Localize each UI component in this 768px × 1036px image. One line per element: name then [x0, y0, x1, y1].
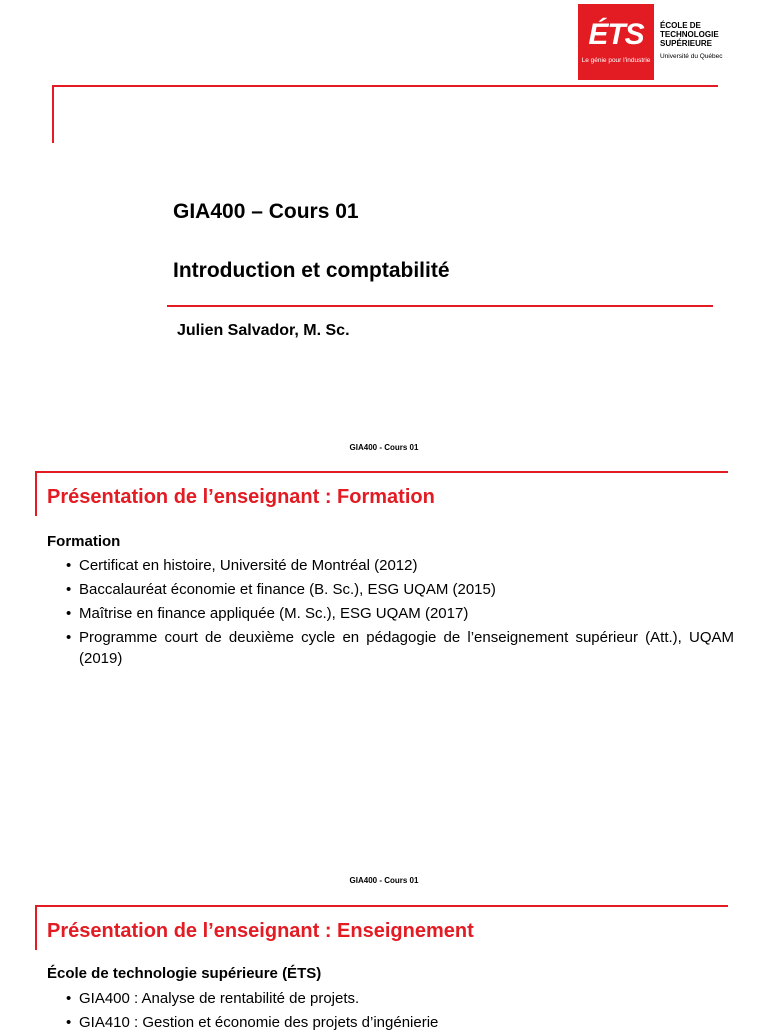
title-divider [167, 305, 713, 307]
bullet-item: • Programme court de deuxième cycle en pédagogie de l’enseignement supérieur (Att.), UQAM (2019) [66, 627, 734, 669]
bullet-item: • Maîtrise en finance appliquée (M. Sc.), ESG UQAM (2017) [66, 603, 734, 624]
ets-logo [578, 4, 654, 80]
formation-slide [0, 460, 768, 894]
bullet-item: • Certificat en histoire, Université de Montréal (2012) [66, 555, 734, 576]
header-top-rule [35, 471, 728, 473]
section-label: École de technologie supérieure (ÉTS) [47, 965, 322, 982]
course-code: GIA400 – Cours 01 [173, 200, 359, 223]
bullet-item: • Baccalauréat économie et finance (B. Sc.), ESG UQAM (2015) [66, 579, 734, 600]
section-label: Formation [47, 533, 121, 550]
header-top-rule [35, 905, 728, 907]
frame-left-rule [52, 85, 54, 143]
slide-heading: Présentation de l’enseignant : Enseignement [47, 920, 474, 942]
enseignement-slide [0, 894, 768, 1031]
bullet-list [66, 988, 734, 1036]
school-name [660, 21, 760, 48]
slide-heading: Présentation de l’enseignant : Formation [47, 486, 435, 508]
school-name-line: SUPÉRIEURE [660, 39, 713, 48]
ets-logo-tagline: Le génie pour l'industrie [581, 57, 651, 64]
slide-footer: GIA400 - Cours 01 [349, 443, 419, 452]
bullet-item: • GIA410 : Gestion et économie des projets d’ingénierie [66, 1012, 734, 1033]
slide-footer: GIA400 - Cours 01 [349, 876, 419, 885]
title-slide [0, 0, 768, 460]
header-left-rule [35, 471, 37, 516]
author-name: Julien Salvador, M. Sc. [177, 322, 350, 339]
school-affiliation: Université du Québec [660, 53, 723, 60]
bullet-list [66, 555, 734, 672]
course-title: Introduction et comptabilité [173, 259, 450, 282]
school-name-line: TECHNOLOGIE [660, 30, 719, 39]
ets-logo-mark: ÉTS [588, 18, 644, 51]
bullet-item: • GIA400 : Analyse de rentabilité de projets. [66, 988, 734, 1009]
frame-top-rule [52, 85, 718, 87]
school-name-line: ÉCOLE DE [660, 21, 701, 30]
header-left-rule [35, 905, 37, 950]
